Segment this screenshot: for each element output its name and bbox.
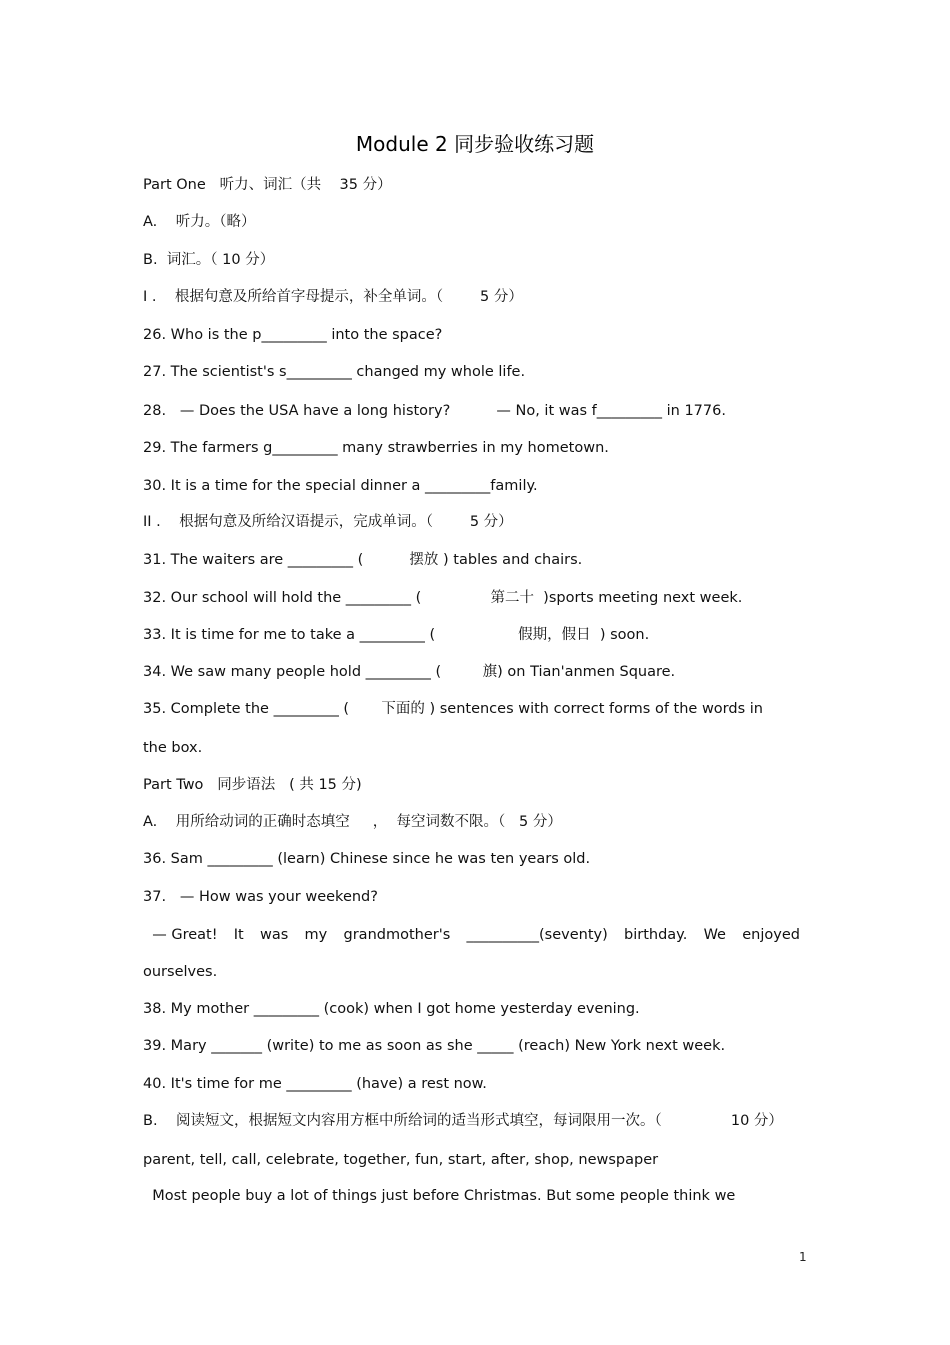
text-line: B. 阅读短文，根据短文内容用方框中所给词的适当形式填空，每词限用一次。（ 10 分）: [143, 1113, 783, 1129]
justified-line: [143, 925, 800, 945]
question-line: 26. Who is the p_________ into the space?: [143, 327, 443, 343]
question-line: 38. My mother _________ (cook) when I got home yesterday evening.: [143, 1001, 640, 1017]
page-number: 1: [799, 1250, 807, 1264]
word: It: [233, 927, 244, 943]
word: We: [703, 927, 726, 943]
word: — Great!: [143, 927, 218, 943]
word: __________(seventy): [466, 927, 608, 943]
word: was: [259, 927, 289, 943]
question-line: 29. The farmers g_________ many strawberries in my hometown.: [143, 440, 609, 456]
question-line: 32. Our school will hold the _________ ( 第二十 )sports meeting next week.: [143, 590, 743, 606]
word: grandmother's: [343, 927, 451, 943]
section-heading: Part One 听力、词汇（共 35 分）: [143, 177, 392, 193]
text-line: II . 根据句意及所给汉语提示，完成单词。（ 5 分）: [143, 514, 513, 530]
question-line: 35. Complete the _________ ( 下面的 ) sentences with correct forms of the words in: [143, 701, 763, 717]
text-line: I . 根据句意及所给首字母提示，补全单词。（ 5 分）: [143, 289, 523, 305]
word-box-line: parent, tell, call, celebrate, together, fun, start, after, shop, newspaper: [143, 1152, 659, 1168]
question-line: 39. Mary _______ (write) to me as soon as she _____ (reach) New York next week.: [143, 1038, 726, 1054]
text-line: ourselves.: [143, 964, 218, 980]
word: birthday.: [624, 927, 688, 943]
question-line: 30. It is a time for the special dinner a _________family.: [143, 478, 538, 494]
section-heading: Part Two 同步语法 ( 共 15 分): [143, 777, 362, 793]
question-line: 37. — How was your weekend?: [143, 889, 378, 905]
page-title: Module 2 同步验收练习题: [355, 132, 595, 156]
question-line: 33. It is time for me to take a _________ ( 假期，假日 ) soon.: [143, 627, 650, 643]
text-line: the box.: [143, 740, 203, 756]
question-line: 34. We saw many people hold _________ ( 旗) on Tian'anmen Square.: [143, 664, 676, 680]
question-line: 28. — Does the USA have a long history? — No, it was f_________ in 1776.: [143, 403, 726, 419]
question-line: 27. The scientist's s_________ changed my whole life.: [143, 364, 526, 380]
question-line: 31. The waiters are _________ ( 摆放 ) tables and chairs.: [143, 552, 583, 568]
text-line: A. 听力。（略）: [143, 214, 256, 230]
word: enjoyed: [742, 927, 800, 943]
question-line: 40. It's time for me _________ (have) a rest now.: [143, 1076, 487, 1092]
text-line: A. 用所给动词的正确时态填空 ， 每空词数不限。（ 5 分）: [143, 814, 562, 830]
word: my: [304, 927, 328, 943]
text-line: B. 词汇。（ 10 分）: [143, 252, 275, 268]
passage-line: Most people buy a lot of things just before Christmas. But some people think we: [143, 1188, 736, 1204]
question-line: 36. Sam _________ (learn) Chinese since he was ten years old.: [143, 851, 591, 867]
